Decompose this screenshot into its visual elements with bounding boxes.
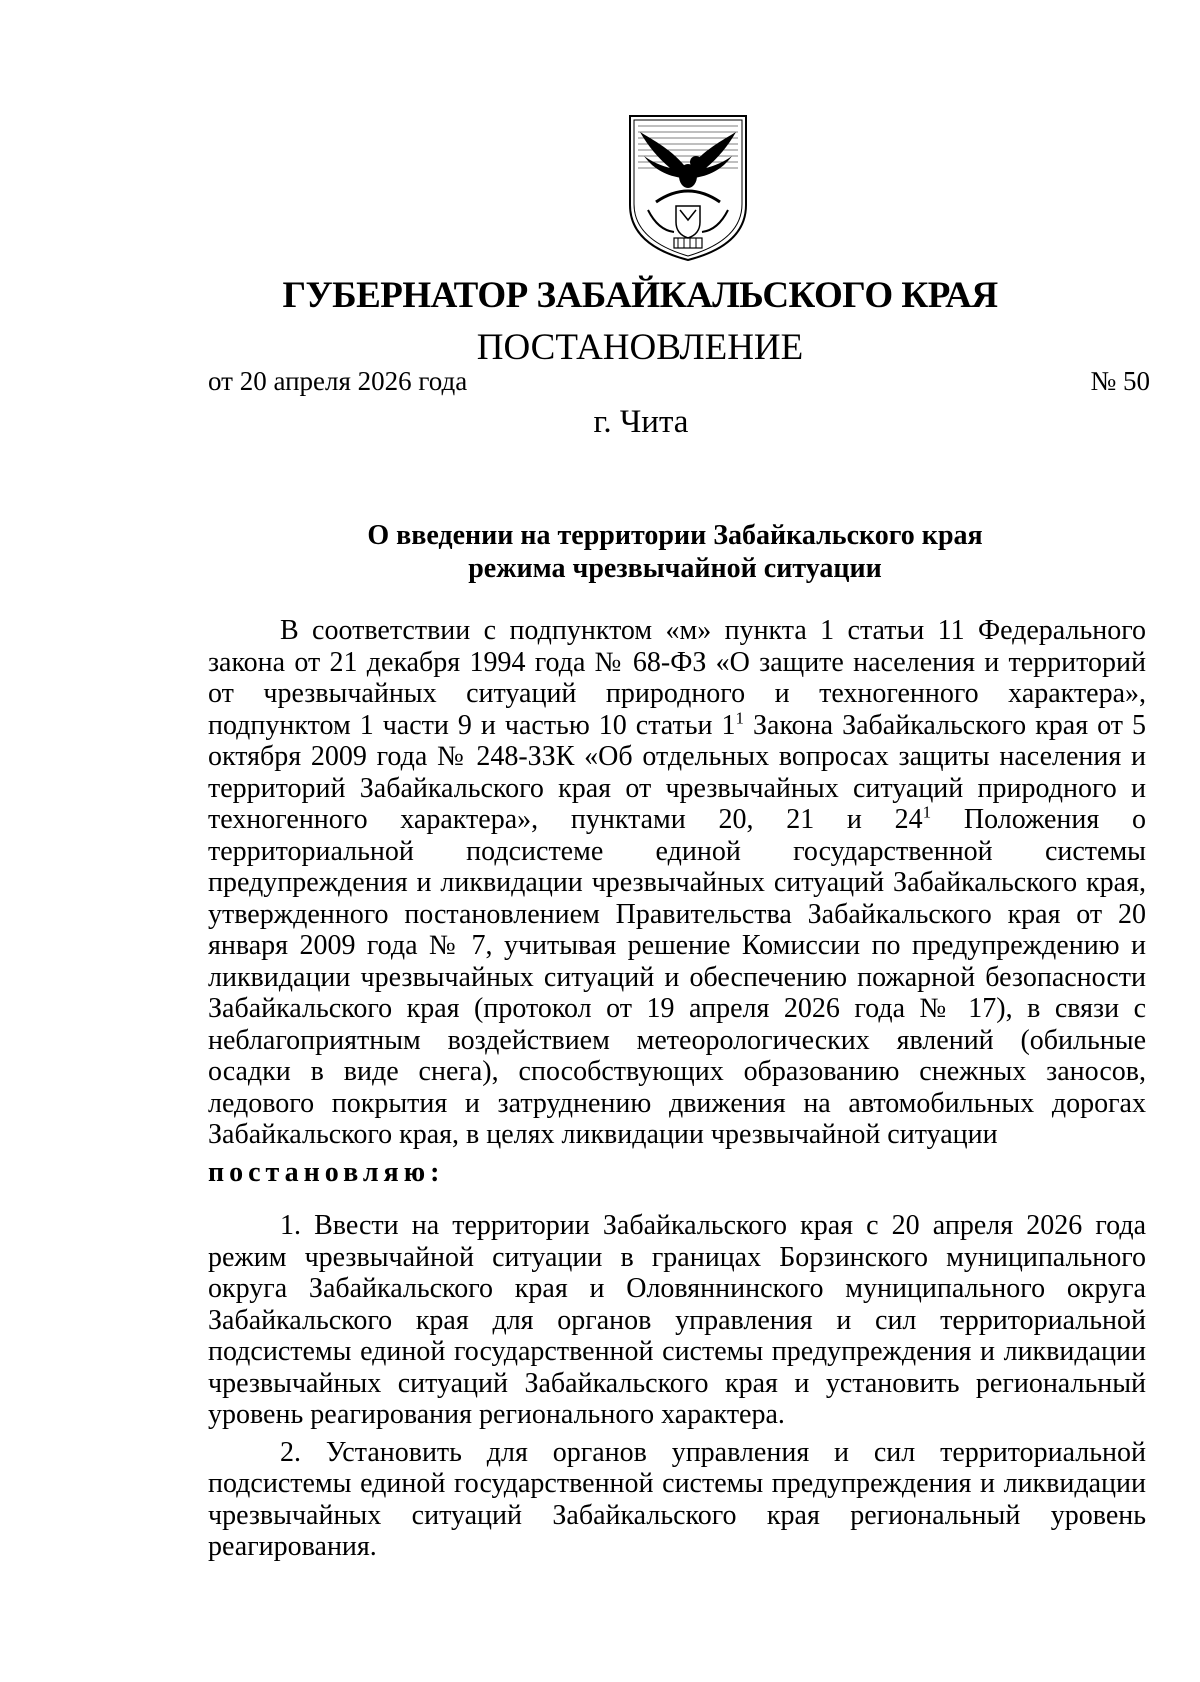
document-subject bbox=[200, 519, 1150, 585]
item-2: 2. Установить для органов управления и сил территориальной подсистемы единой государственной системы предупреждения и ликвидации чрезвычайных ситуаций Забайкальского края региональный уровень реагирования. bbox=[208, 1436, 1146, 1562]
document-city: г. Чита bbox=[593, 404, 689, 440]
subject-line-2: режима чрезвычайной ситуации bbox=[468, 553, 882, 584]
preamble-text-1: В соответствии с подпунктом «м» пункта 1 статьи 11 Федерального закона от 21 декабря 1994 года № 68-ФЗ «О защите населения и территорий от чрезвычайных ситуаций природного и техногенного характера», подпунктом 1 части 9 и частью 10 статьи 1 bbox=[208, 615, 1146, 741]
document-number: № 50 bbox=[1090, 366, 1150, 396]
superscript-2: 1 bbox=[922, 802, 932, 822]
decree-line bbox=[208, 1157, 1146, 1189]
subject-line-1: О введении на территории Забайкальского края bbox=[367, 520, 983, 551]
issuer-title: ГУБЕРНАТОР ЗАБАЙКАЛЬСКОГО КРАЯ bbox=[282, 275, 998, 316]
document-type: ПОСТАНОВЛЕНИЕ bbox=[476, 327, 804, 368]
preamble-paragraph bbox=[208, 615, 1146, 1151]
preamble-text-2: Закона Забайкальского края от 5 октября 2009 года № 248-ЗЗК «Об отдельных вопросах защиты населения и территорий Забайкальского края от чрезвычайных ситуаций природного и техногенного характера», пунктами 20, 21 и 24 bbox=[208, 709, 1146, 835]
item-1: 1. Ввести на территории Забайкальского края с 20 апреля 2026 года режим чрезвычайной ситуации в границах Борзинского муниципального округа Забайкальского края и Оловяннинского муниципального округа Забайкальского края для органов управления и сил территориальной подсистемы единой государственной системы предупреждения и ликвидации чрезвычайных ситуаций Забайкальского края и установить региональный уровень реагирования регионального характера. bbox=[208, 1210, 1146, 1430]
decree-word: постановляю: bbox=[208, 1156, 445, 1188]
document-body bbox=[208, 615, 1146, 1569]
preamble-text-3: Положения о территориальной подсистеме единой государственной системы предупреждения и ликвидации чрезвычайных ситуаций Забайкальского края, утвержденного постановлением Правительства Забайкальского края от 20 января 2009 года № 7, учитывая решение Комиссии по предупреждению и ликвидации чрезвычайных ситуаций и обеспечению пожарной безопасности Забайкальского края (протокол от 19 апреля 2026 года № 17), в связи с неблагоприятным воздействием метеорологических явлений (обильные осадки в виде снега), способствующих образованию снежных заносов, ледового покрытия и затруднению движения на автомобильных дорогах Забайкальского края, в целях ликвидации чрезвычайной ситуации bbox=[208, 804, 1146, 1150]
superscript-1: 1 bbox=[735, 708, 744, 728]
coat-of-arms-icon bbox=[618, 110, 758, 265]
document-date: от 20 апреля 2026 года bbox=[208, 366, 468, 396]
